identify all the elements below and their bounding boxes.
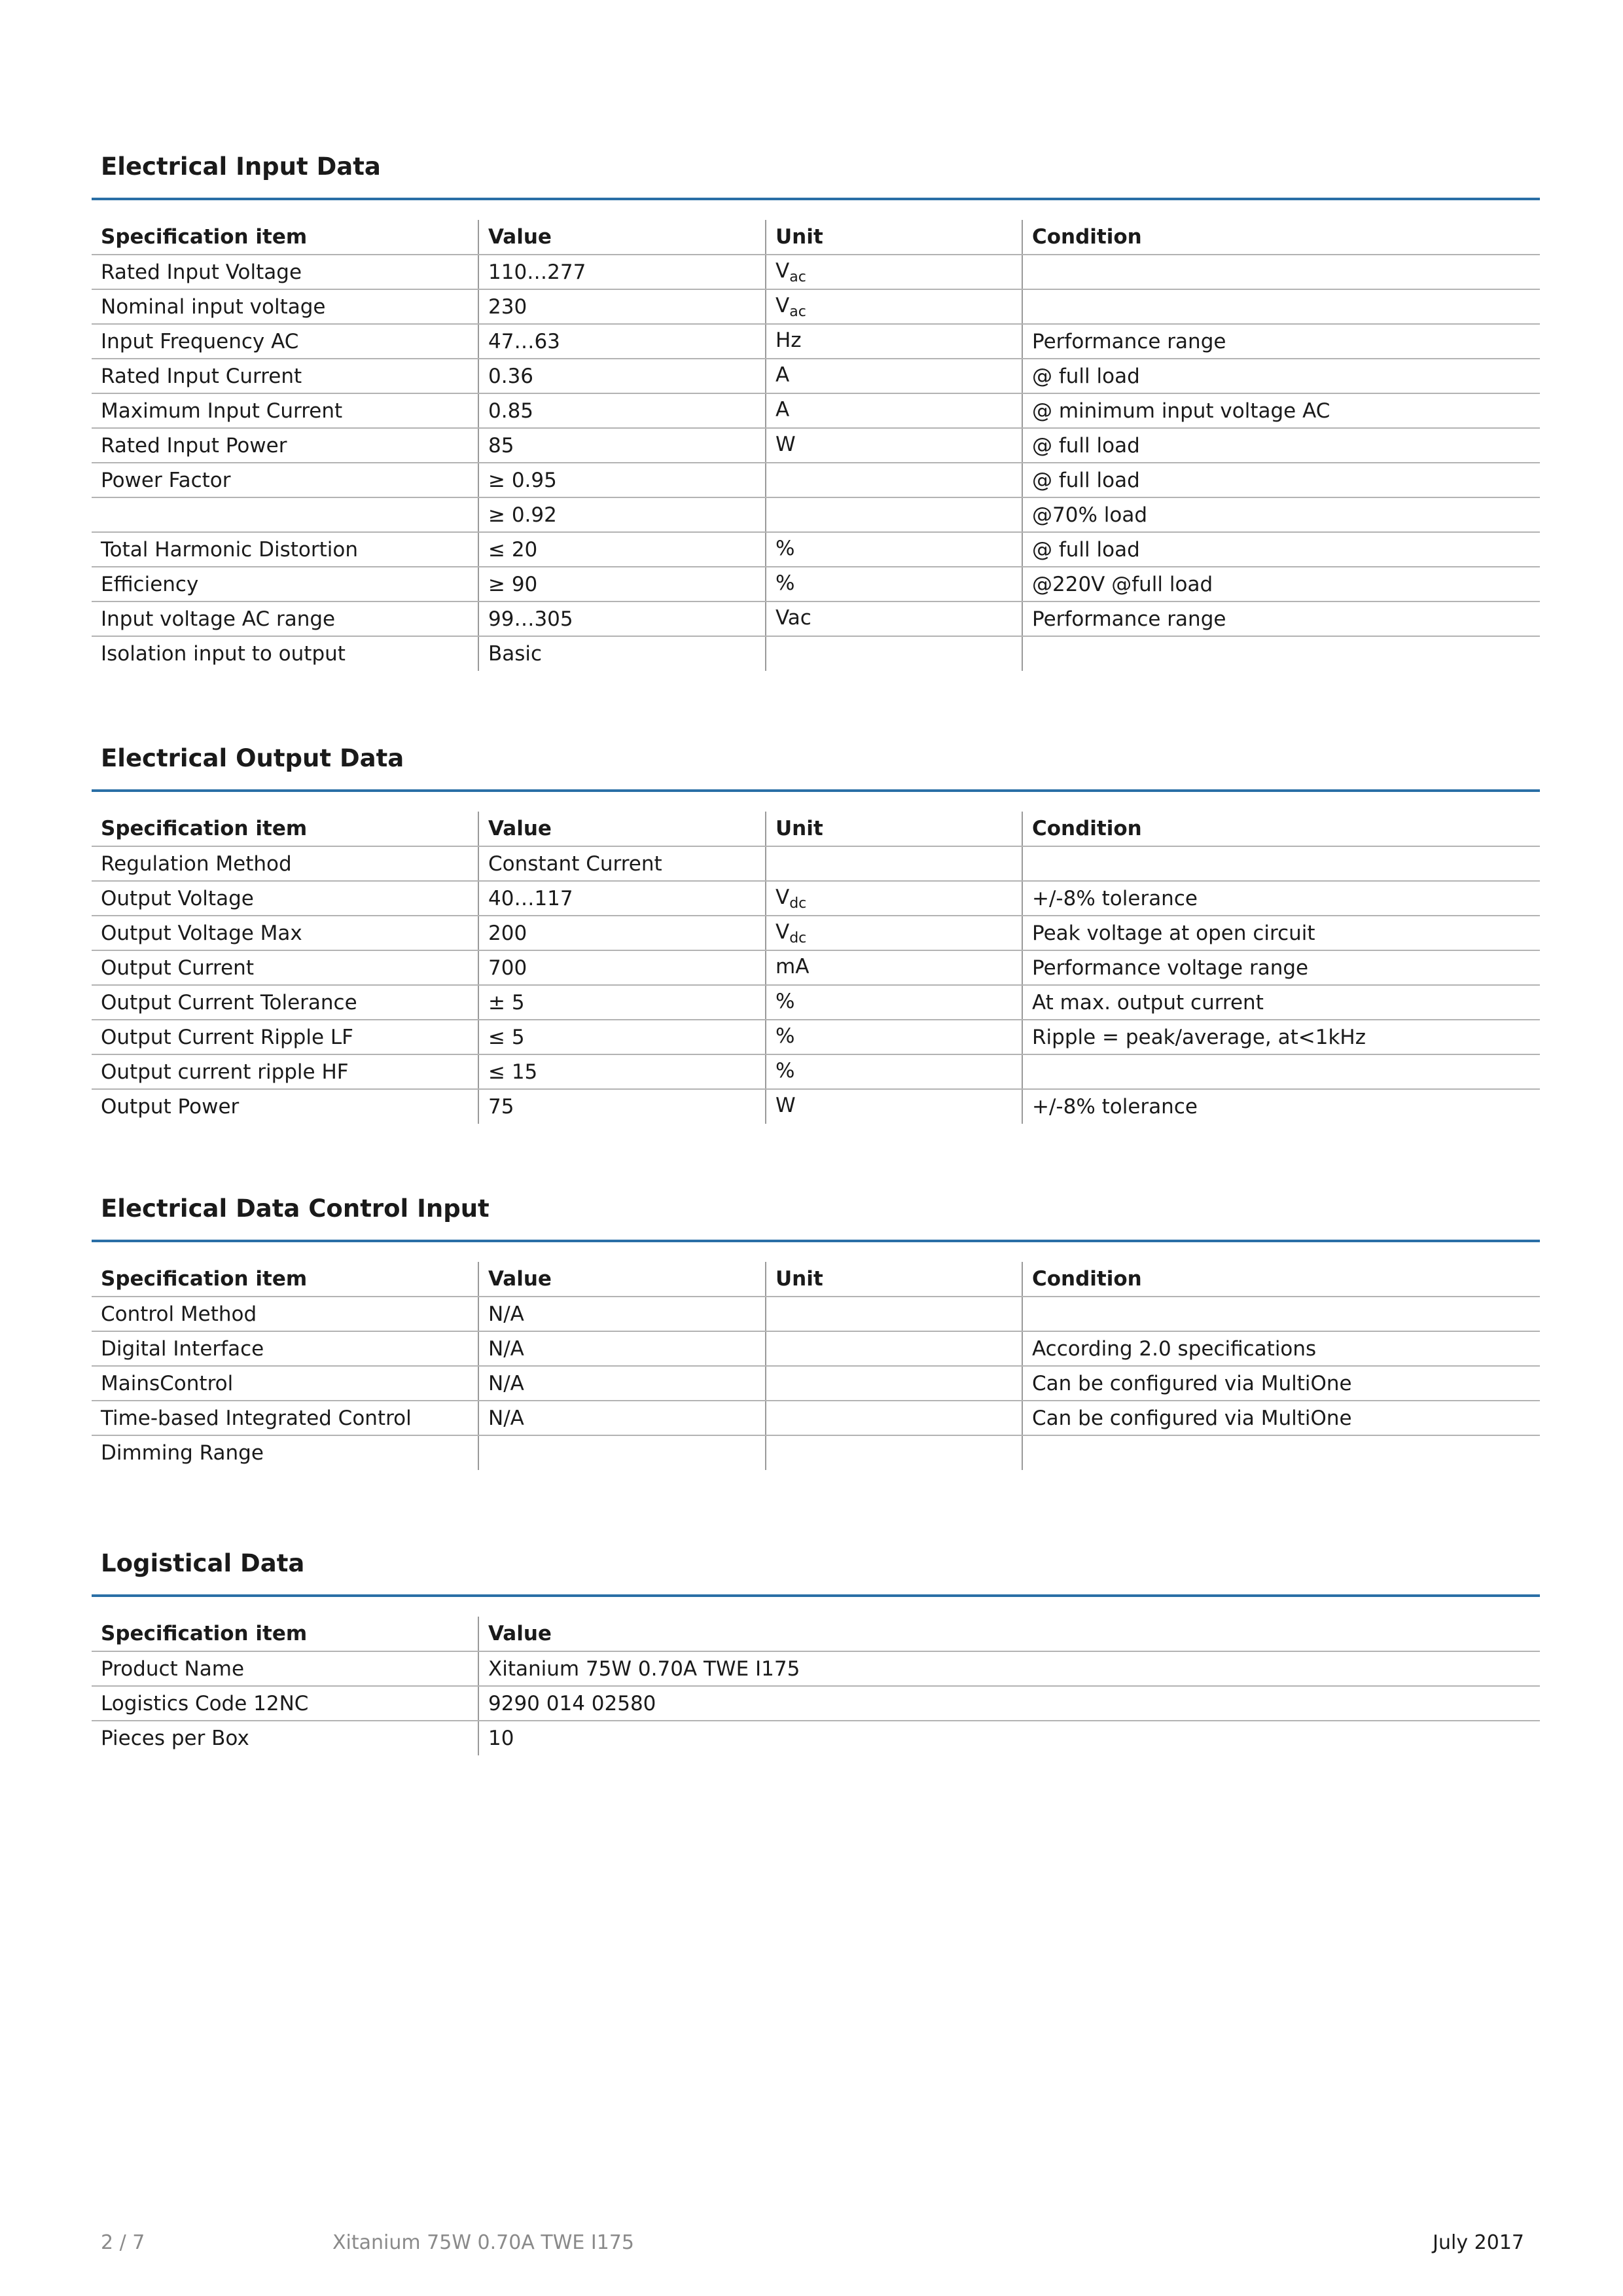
table-row	[92, 428, 1540, 463]
value-cell: Basic	[478, 636, 766, 671]
table-row	[92, 324, 1540, 359]
condition-cell: @ full load	[1022, 532, 1540, 567]
unit-text: V	[776, 885, 790, 909]
table-row	[92, 1651, 1540, 1686]
unit-cell	[766, 463, 1022, 497]
condition-cell: Peak voltage at open circuit	[1022, 916, 1540, 950]
spec-item-cell: Rated Input Current	[92, 359, 478, 393]
spec-item-cell: Output Current Tolerance	[92, 985, 478, 1020]
condition-cell: +/-8% tolerance	[1022, 1089, 1540, 1124]
table-row	[92, 497, 1540, 532]
unit-text: V	[776, 293, 790, 317]
table-row	[92, 1331, 1540, 1366]
section-rule	[92, 198, 1540, 200]
column-header: Value	[478, 1617, 1540, 1651]
table-row	[92, 1435, 1540, 1470]
value-cell: ± 5	[478, 985, 766, 1020]
unit-cell	[766, 881, 1022, 916]
column-header: Specification item	[92, 1262, 478, 1297]
section-title: Logistical Data	[101, 1549, 305, 1577]
spec-item-cell: MainsControl	[92, 1366, 478, 1401]
spec-item-cell: Maximum Input Current	[92, 393, 478, 428]
column-header: Value	[478, 1262, 766, 1297]
spec-item-cell: Input voltage AC range	[92, 601, 478, 636]
column-header: Value	[478, 812, 766, 846]
spec-item-cell: Product Name	[92, 1651, 478, 1686]
condition-cell: @ full load	[1022, 359, 1540, 393]
unit-text: W	[776, 1094, 796, 1117]
header-row	[92, 1617, 1540, 1651]
header-row	[92, 1262, 1540, 1297]
unit-cell	[766, 1020, 1022, 1054]
table-row	[92, 255, 1540, 289]
unit-cell	[766, 601, 1022, 636]
value-cell: ≤ 5	[478, 1020, 766, 1054]
header-row	[92, 220, 1540, 255]
unit-text: W	[776, 432, 796, 456]
spec-item-cell: Output Current Ripple LF	[92, 1020, 478, 1054]
condition-cell: According 2.0 specifications	[1022, 1331, 1540, 1366]
table-row	[92, 1089, 1540, 1124]
column-header: Specification item	[92, 220, 478, 255]
footer-page-number: 2 / 7	[101, 2231, 145, 2254]
condition-cell	[1022, 1297, 1540, 1331]
unit-text: Vac	[776, 605, 812, 630]
unit-cell	[766, 846, 1022, 881]
table-row	[92, 985, 1540, 1020]
table-row	[92, 846, 1540, 881]
condition-cell: @70% load	[1022, 497, 1540, 532]
value-cell: 85	[478, 428, 766, 463]
value-cell: 0.36	[478, 359, 766, 393]
unit-text: V	[776, 259, 790, 283]
table-row	[92, 289, 1540, 324]
condition-cell	[1022, 1054, 1540, 1089]
table-row	[92, 393, 1540, 428]
unit-text: %	[776, 1058, 795, 1083]
table-row	[92, 1366, 1540, 1401]
unit-cell	[766, 428, 1022, 463]
unit-cell	[766, 1435, 1022, 1470]
value-cell: 110…277	[478, 255, 766, 289]
spec-item-cell: Output Voltage Max	[92, 916, 478, 950]
unit-cell	[766, 1331, 1022, 1366]
unit-cell	[766, 916, 1022, 950]
unit-cell	[766, 289, 1022, 324]
value-cell: 75	[478, 1089, 766, 1124]
spec-item-cell: Nominal input voltage	[92, 289, 478, 324]
table-row	[92, 601, 1540, 636]
column-header: Condition	[1022, 1262, 1540, 1297]
condition-cell	[1022, 846, 1540, 881]
value-cell: 200	[478, 916, 766, 950]
footer-product-name: Xitanium 75W 0.70A TWE I175	[332, 2231, 634, 2254]
value-cell: N/A	[478, 1401, 766, 1435]
condition-cell: Ripple = peak/average, at<1kHz	[1022, 1020, 1540, 1054]
table-row	[92, 881, 1540, 916]
spec-table-logistics	[92, 1617, 1540, 1755]
spec-item-cell	[92, 497, 478, 532]
unit-cell	[766, 393, 1022, 428]
condition-cell: @ minimum input voltage AC	[1022, 393, 1540, 428]
table-row	[92, 950, 1540, 985]
spec-item-cell: Isolation input to output	[101, 642, 346, 666]
value-cell: 9290 014 02580	[478, 1686, 1540, 1721]
value-cell: 230	[478, 289, 766, 324]
value-cell: N/A	[478, 1366, 766, 1401]
column-header: Value	[478, 220, 766, 255]
unit-text: %	[776, 571, 795, 595]
condition-cell: +/-8% tolerance	[1022, 881, 1540, 916]
section-title: Electrical Input Data	[101, 152, 381, 181]
value-cell: 0.85	[478, 393, 766, 428]
section-title: Electrical Data Control Input	[101, 1194, 490, 1223]
table-row	[92, 567, 1540, 601]
unit-cell	[766, 1297, 1022, 1331]
spec-item-cell: Rated Input Power	[92, 428, 478, 463]
spec-item-cell: Regulation Method	[92, 846, 478, 881]
spec-item-cell: Rated Input Voltage	[92, 255, 478, 289]
unit-subscript: ac	[789, 268, 806, 285]
condition-cell	[1022, 636, 1540, 671]
condition-cell: Performance range	[1022, 601, 1540, 636]
column-header: Condition	[1022, 220, 1540, 255]
column-header: Unit	[766, 812, 1022, 846]
unit-cell	[766, 1366, 1022, 1401]
condition-cell: @ full load	[1022, 463, 1540, 497]
unit-cell	[766, 985, 1022, 1020]
spec-item-cell: Dimming Range	[101, 1441, 264, 1465]
value-cell: ≤ 15	[478, 1054, 766, 1089]
spec-item-cell: Control Method	[92, 1297, 478, 1331]
column-header: Condition	[1022, 812, 1540, 846]
unit-cell	[766, 255, 1022, 289]
spec-item-cell: Output Power	[101, 1095, 240, 1119]
unit-cell	[766, 1089, 1022, 1124]
table-row	[92, 1297, 1540, 1331]
table-row	[92, 463, 1540, 497]
condition-cell: @ full load	[1022, 428, 1540, 463]
unit-text: Hz	[776, 328, 802, 352]
table-row	[92, 636, 1540, 671]
spec-item-cell: Logistics Code 12NC	[92, 1686, 478, 1721]
spec-table-output	[92, 812, 1540, 1124]
unit-cell	[766, 497, 1022, 532]
condition-cell: Performance range	[1022, 324, 1540, 359]
condition-cell	[1022, 255, 1540, 289]
value-cell: 40…117	[478, 881, 766, 916]
unit-text: A	[776, 397, 790, 422]
spec-table-input	[92, 220, 1540, 671]
spec-item-cell: Input Frequency AC	[92, 324, 478, 359]
column-header: Unit	[766, 1262, 1022, 1297]
spec-item-cell: Output Voltage	[92, 881, 478, 916]
unit-text: A	[776, 363, 790, 387]
value-cell: N/A	[478, 1331, 766, 1366]
unit-cell	[766, 324, 1022, 359]
section-rule	[92, 789, 1540, 792]
value-cell: 47…63	[478, 324, 766, 359]
spec-item-cell: Output current ripple HF	[92, 1054, 478, 1089]
value-cell: 700	[478, 950, 766, 985]
section-rule	[92, 1240, 1540, 1242]
value-cell: ≤ 20	[478, 532, 766, 567]
spec-table-control	[92, 1262, 1540, 1470]
unit-cell	[766, 636, 1022, 671]
unit-cell	[766, 1054, 1022, 1089]
unit-cell	[766, 567, 1022, 601]
unit-text: mA	[776, 954, 810, 978]
value-cell	[478, 1435, 766, 1470]
value-cell: N/A	[478, 1297, 766, 1331]
table-row	[92, 359, 1540, 393]
value-cell: 99…305	[478, 601, 766, 636]
value-cell: ≥ 0.92	[478, 497, 766, 532]
unit-subscript: dc	[789, 929, 807, 946]
unit-cell	[766, 359, 1022, 393]
spec-item-cell: Pieces per Box	[101, 1727, 249, 1750]
table-row	[92, 916, 1540, 950]
unit-subscript: ac	[789, 303, 806, 320]
spec-item-cell: Total Harmonic Distortion	[92, 532, 478, 567]
spec-item-cell: Power Factor	[92, 463, 478, 497]
spec-item-cell: Digital Interface	[92, 1331, 478, 1366]
spec-item-cell: Output Current	[92, 950, 478, 985]
condition-cell	[1022, 289, 1540, 324]
unit-text: %	[776, 1024, 795, 1048]
condition-cell: Can be configured via MultiOne	[1022, 1366, 1540, 1401]
value-cell: ≥ 90	[478, 567, 766, 601]
unit-text: V	[776, 920, 790, 944]
column-header: Unit	[766, 220, 1022, 255]
footer-date: July 2017	[1433, 2231, 1524, 2254]
unit-text: %	[776, 536, 795, 560]
section-title: Electrical Output Data	[101, 744, 404, 772]
condition-cell	[1022, 1435, 1540, 1470]
section-rule	[92, 1594, 1540, 1597]
unit-cell	[766, 532, 1022, 567]
table-row	[92, 1686, 1540, 1721]
unit-cell	[766, 950, 1022, 985]
table-row	[92, 532, 1540, 567]
condition-cell: At max. output current	[1022, 985, 1540, 1020]
column-header: Specification item	[92, 812, 478, 846]
value-cell: Constant Current	[478, 846, 766, 881]
column-header: Specification item	[92, 1617, 478, 1651]
table-row	[92, 1054, 1540, 1089]
unit-text: %	[776, 989, 795, 1013]
condition-cell: Can be configured via MultiOne	[1022, 1401, 1540, 1435]
spec-item-cell: Efficiency	[92, 567, 478, 601]
spec-item-cell: Time-based Integrated Control	[92, 1401, 478, 1435]
condition-cell: Performance voltage range	[1022, 950, 1540, 985]
unit-cell	[766, 1401, 1022, 1435]
table-row	[92, 1401, 1540, 1435]
condition-cell: @220V @full load	[1022, 567, 1540, 601]
table-row	[92, 1020, 1540, 1054]
value-cell: 10	[478, 1721, 1540, 1755]
table-row	[92, 1721, 1540, 1755]
value-cell: Xitanium 75W 0.70A TWE I175	[478, 1651, 1540, 1686]
header-row	[92, 812, 1540, 846]
unit-subscript: dc	[789, 895, 807, 912]
value-cell: ≥ 0.95	[478, 463, 766, 497]
